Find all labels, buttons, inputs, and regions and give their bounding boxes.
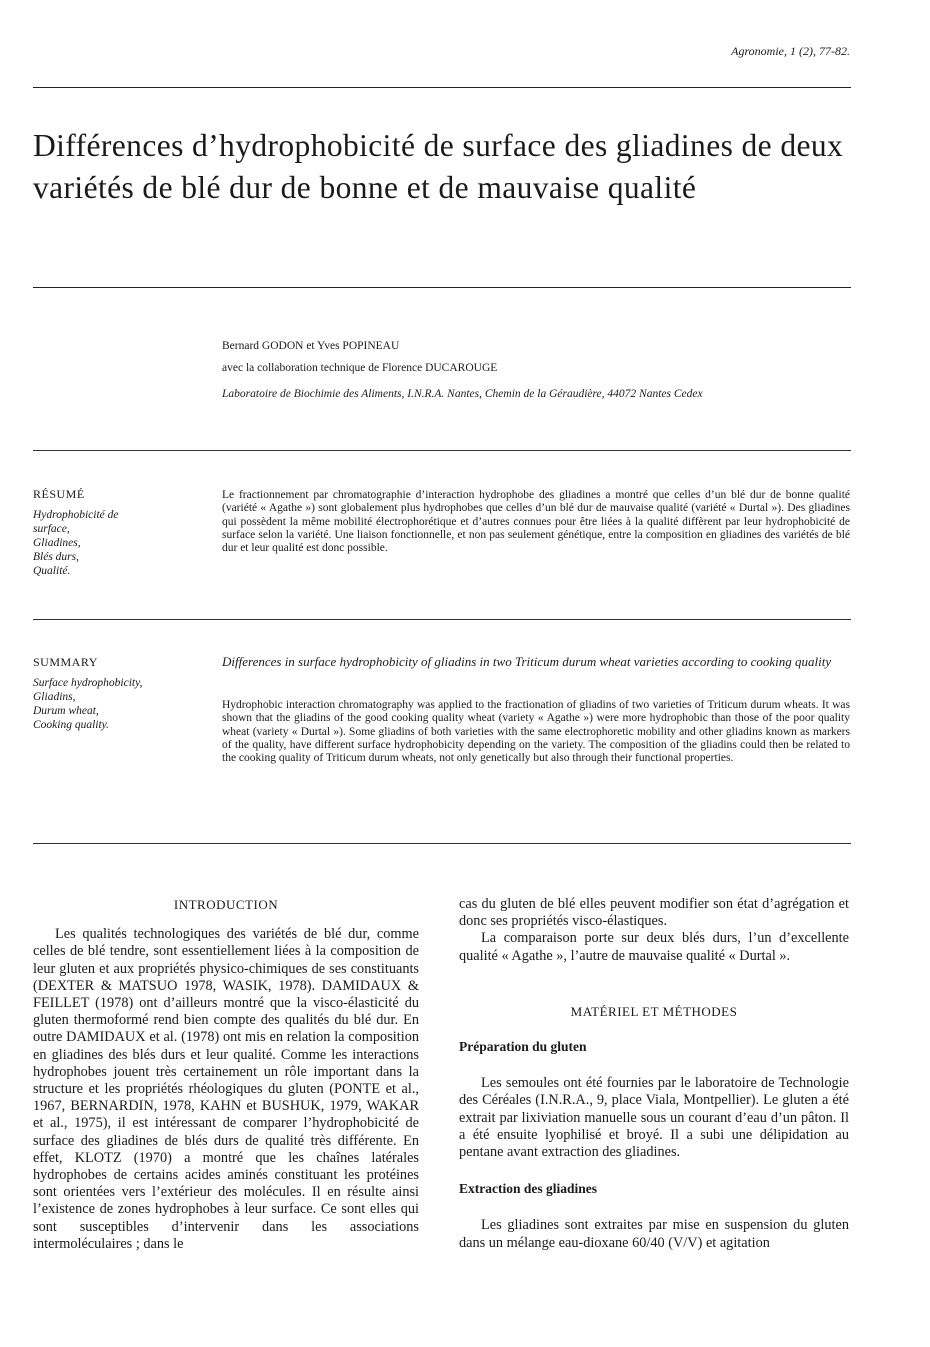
methods-heading: MATÉRIEL ET MÉTHODES xyxy=(570,1003,738,1019)
subsection-heading: Extraction des gliadines xyxy=(459,1181,598,1197)
methods-paragraph: Les semoules ont été fournies par le laboratoire de Technologie des Céréales (I.N.R.A., 9, place Viala, Montpellier). Le gluten a été extrait par lixiviation manuelle sous un courant d’eau d’un pâton. Il a été ensuite lyophilisé et broyé. Il a subi une délipidation au pentane avant extraction des gliadines. xyxy=(459,1075,849,1161)
introduction-paragraph-continued: cas du gluten de blé elles peuvent modifier son état d’agrégation et donc ses propriétés visco-élastiques. xyxy=(459,896,849,930)
resume-heading: RÉSUMÉ xyxy=(33,487,85,501)
journal-reference: Agronomie, 1 (2), 77-82. xyxy=(731,44,850,58)
affiliation: Laboratoire de Biochimie des Aliments, I.N.R.A. Nantes, Chemin de la Géraudière, 44072 Nantes Cedex xyxy=(222,388,703,400)
summary-title: Differences in surface hydrophobicity of gliadins in two Triticum durum wheat varieties according to cooking quality xyxy=(222,654,832,669)
resume-keyword: Gliadines, xyxy=(33,537,81,549)
technical-collaboration: avec la collaboration technique de Florence DUCAROUGE xyxy=(222,362,498,374)
summary-keyword: Surface hydrophobicity, xyxy=(33,677,143,689)
summary-text: Hydrophobic interaction chromatography was applied to the fractionation of gliadins of two varieties of Triticum durum wheats. It was shown that the gliadins of the good cooking quality wheat (variety « Agathe ») were more hydrophobic than those of the poor quality wheat (variety « Durtal »). Some gliadins of both varieties with the same electrophoretic mobility and other gliadins known as markers of the quality, have different surface hydrophobicity depending on the variety. The composition of the gliadins could then be related to the cooking quality of Triticum durum wheats, not only genetically but also through their functional properties. xyxy=(222,699,850,765)
summary-keyword: Durum wheat, xyxy=(33,705,99,717)
header-rule xyxy=(33,87,851,88)
right-column xyxy=(459,896,849,1252)
left-column xyxy=(33,896,419,1253)
resume-keyword: Qualité. xyxy=(33,565,71,577)
introduction-paragraph: Les qualités technologiques des variétés de blé dur, comme celles de blé tendre, sont essentiellement liées à la composition de leur gluten et aux propriétés physico-chimiques de ses constituants (DEXTER & MATSUO 1978, WASIK, 1978). DAMIDAUX & FEILLET (1978) ont d’ailleurs montré que la visco-élasticité du gluten thermoformé rend bien compte des qualités du blé dur. En outre DAMIDAUX et al. (1978) ont mis en relation la composition en gliadines des blés durs et leur qualité. Comme les interactions hydrophobes jouent très certainement un rôle important dans la structure et les propriétés rhéologiques du gluten (PONTE et al., 1967, BERNARDIN, 1978, KAHN et BUSHUK, 1979, WAKAR et al., 1975), il est intéressant de comparer l’hydrophobicité de surface des gliadines de blés durs de qualité très différente. En effet, KLOTZ (1970) a montré que les chaînes latérales hydrophobes de certains acides aminés constituant les protéines sont orientées vers l’extérieur des molécules. Il en résulte ainsi l’existence de zones hydrophobes à leur surface. Ce sont elles qui sont susceptibles d’intervenir dans les associations intermoléculaires ; dans le xyxy=(33,926,419,1252)
methods-paragraph: Les gliadines sont extraites par mise en suspension du gluten dans un mélange eau-dioxane 60/40 (V/V) et agitation xyxy=(459,1217,849,1251)
summary-keyword: Gliadins, xyxy=(33,691,76,703)
introduction-heading: INTRODUCTION xyxy=(173,897,279,912)
authors-rule xyxy=(33,450,851,451)
title-rule xyxy=(33,287,851,288)
summary-sidebar xyxy=(33,655,203,732)
resume-text: Le fractionnement par chromatographie d’interaction hydrophobe des gliadines a montré que celles d’un blé dur de bonne qualité (variété « Agathe ») sont globalement plus hydrophobes que celles d’un blé dur de mauvaise qualité (variété « Durtal »). Des gliadines qui possèdent la même mobilité électrophorétique et d’autres connues pour être liées à la qualité diffèrent par leur hydrophobicité de surface selon la variété. Une liaison fonctionnelle, et non pas seulement génétique, entre la composition en gliadines des variétés de blé dur et leur qualité est donc possible. xyxy=(222,489,850,555)
summary-heading: SUMMARY xyxy=(33,655,98,669)
article-title: Différences d’hydrophobicité de surface des gliadines de deux variétés de blé dur de bonne et de mauvaise qualité xyxy=(33,128,844,205)
introduction-paragraph: La comparaison porte sur deux blés durs, l’un d’excellente qualité « Agathe », l’autre de mauvaise qualité « Durtal ». xyxy=(459,930,849,964)
subsection-heading: Préparation du gluten xyxy=(459,1039,587,1055)
summary-keyword: Cooking quality. xyxy=(33,719,110,731)
authors-block xyxy=(222,340,862,410)
resume-keyword: Hydrophobicité de xyxy=(33,509,119,521)
resume-keyword: surface, xyxy=(33,523,70,535)
resume-sidebar xyxy=(33,487,203,578)
resume-rule xyxy=(33,619,851,620)
resume-keyword: Blés durs, xyxy=(33,551,79,563)
summary-rule xyxy=(33,843,851,844)
author-names: Bernard GODON et Yves POPINEAU xyxy=(222,340,400,352)
